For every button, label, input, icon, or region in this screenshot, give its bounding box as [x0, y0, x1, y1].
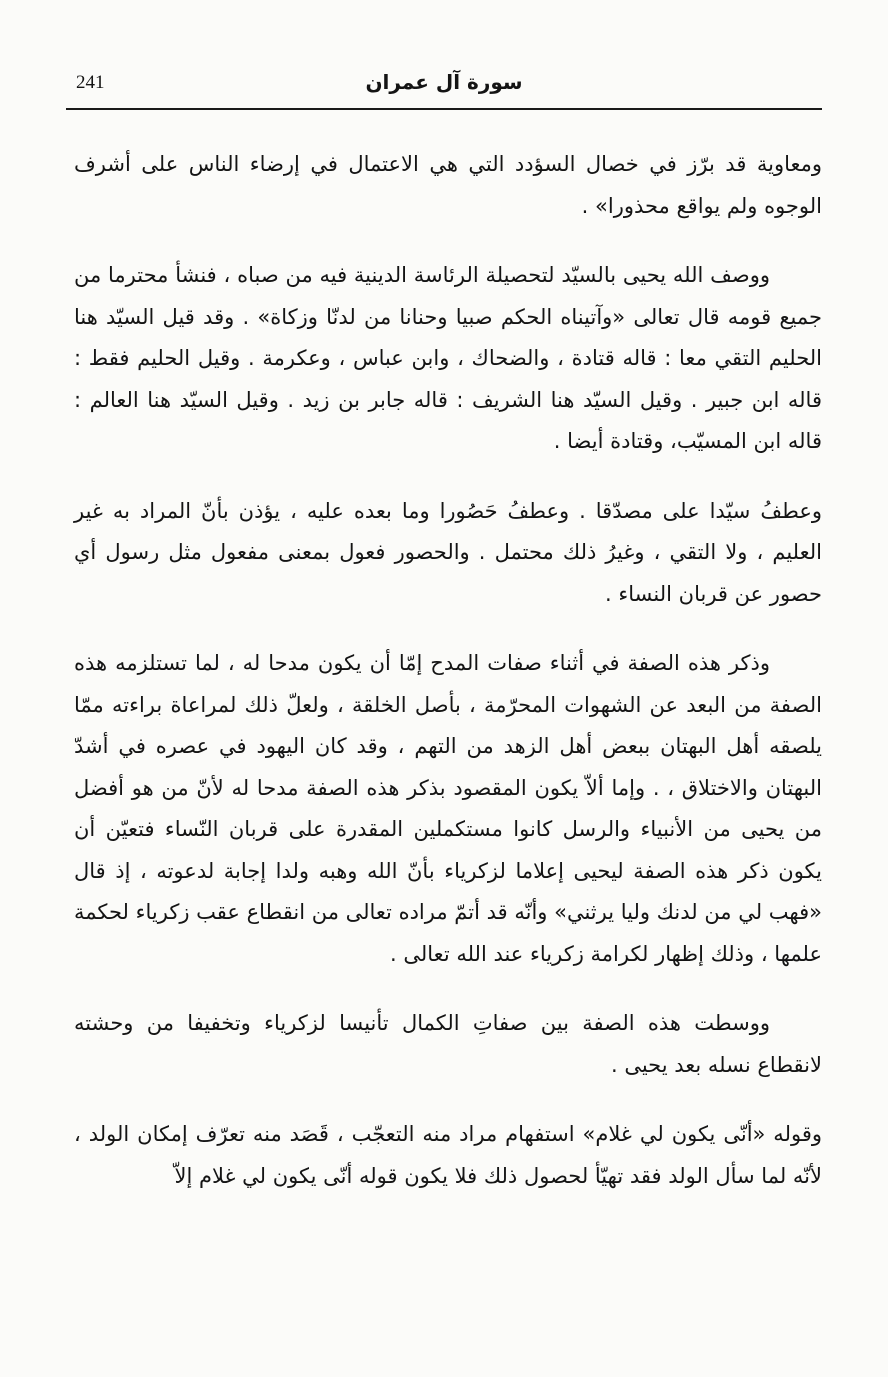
- paragraph: وقوله «أنّى يكون لي غلام» استفهام مراد منه التعجّب ، قَصَد منه تعرّف إمكان الولد ، لأنّه لما سأل الولد فقد تهيّأ لحصول ذلك فلا يكون قوله أنّى يكون لي غلام إلاّ: [74, 1122, 822, 1188]
- body-text: [74, 144, 822, 1225]
- page-number: 241: [76, 72, 105, 93]
- paragraph: وعطفُ سيّدا على مصدّقا . وعطفُ حَصُورا وما بعده عليه ، يؤذن بأنّ المراد به غير العليم ، ولا التقي ، وغيرُ ذلك محتمل . والحصور فعول بمعنى مفعول مثل رسول أي حصور عن قربان النساء .: [74, 498, 822, 606]
- paragraph: ومعاوية قد برّز في خصال السؤدد التي هي الاعتمال في إرضاء الناس على أشرف الوجوه ولم يواقع محذورا» .: [74, 152, 822, 218]
- page-header: [66, 62, 822, 110]
- paragraph: ووسطت هذه الصفة بين صفاتِ الكمال تأنيسا لزكرياء وتخفيفا من وحشته لانقطاع نسله بعد يحيى .: [74, 1011, 822, 1077]
- paragraph: وذكر هذه الصفة في أثناء صفات المدح إمّا أن يكون مدحا له ، لما تستلزمه هذه الصفة من البعد عن الشهوات المحرّمة ، بأصل الخلقة ، ولعلّ ذلك لمراعاة براءته ممّا يلصقه أهل البهتان ببعض أهل الزهد من التهم ، وقد كان اليهود في عصره في أشدّ البهتان والاختلاق ، . وإما ألاّ يكون المقصود بذكر هذه الصفة مدحا له لأنّ من هو أفضل من يحيى من الأنبياء والرسل كانوا مستكملين المقدرة على قربان النّساء فتعيّن أن يكون ذكر هذه الصفة ليحيى إعلاما لزكرياء بأنّ الله وهبه ولدا إجابة لدعوته ، إذ قال «فهب لي من لدنك وليا يرثني» وأنّه قد أتمّ مراده تعالى من انقطاع عقب زكرياء لحكمة علمها ، وذلك إظهار لكرامة زكرياء عند الله تعالى .: [73, 651, 822, 966]
- paragraph: ووصف الله يحيى بالسيّد لتحصيلة الرئاسة الدينية فيه من صباه ، فنشأ محترما من جميع قومه قال تعالى «وآتيناه الحكم صبيا وحنانا من لدنّا وزكاة» . وقد قيل السيّد هنا الحليم التقي معا : قاله قتادة ، والضحاك ، وابن عباس ، وعكرمة . وقيل الحليم فقط : قاله ابن جبير . وقيل السيّد هنا الشريف : قاله جابر بن زيد . وقيل السيّد هنا العالم : قاله ابن المسيّب، وقتادة أيضا .: [74, 263, 822, 453]
- running-title: سورة آل عمران: [365, 70, 523, 94]
